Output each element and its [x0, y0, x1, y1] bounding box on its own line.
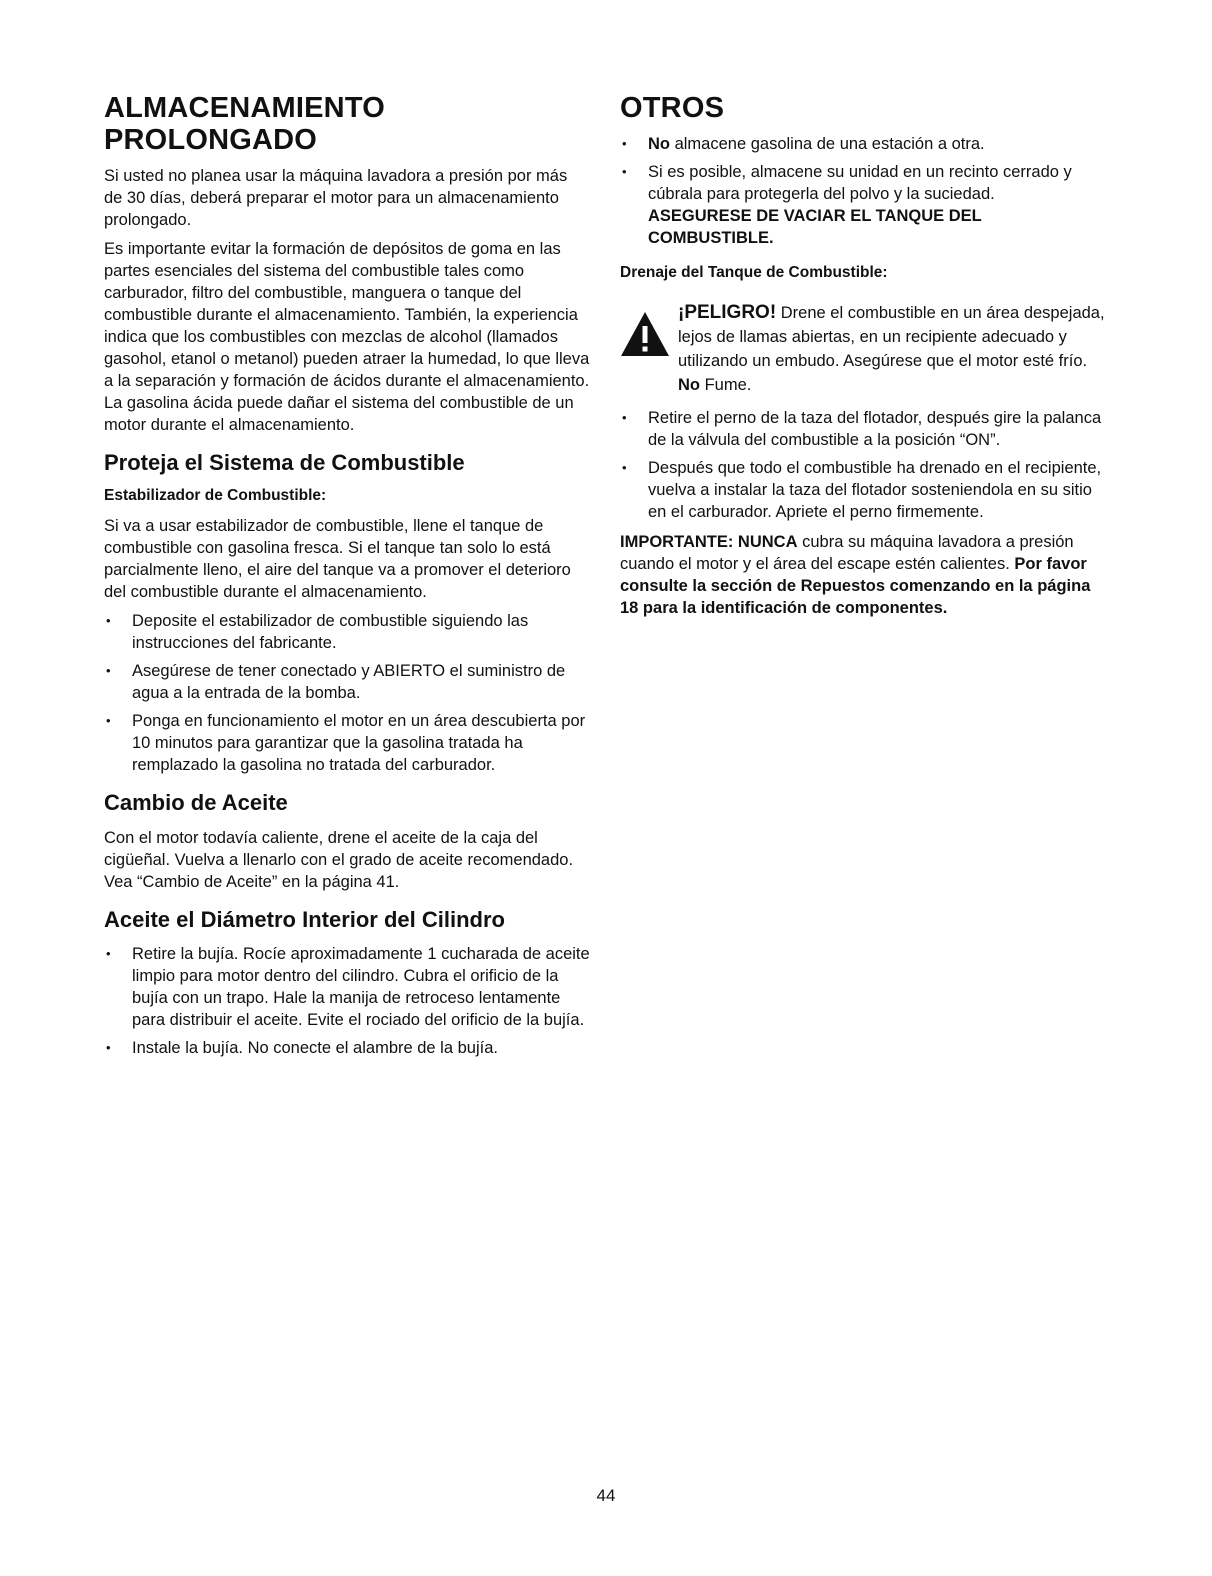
intro-paragraph-2: Es importante evitar la formación de depósitos de goma en las partes esenciales del sistema del combustible tales como carburador, filtro del combustible, manguera o tanque del combustible durante el almacenamiento. También, la experiencia indica que los combustibles con mezclas de alcohol (llamados gasohol, etanol o metanol) pueden atraer la humedad, lo que lleva a la separación y formación de ácidos durante el almacenamiento. La gasolina ácida puede dañar el sistema del combustible de un motor durante el almacenamiento. [104, 239, 590, 434]
list-item: • Después que todo el combustible ha drenado en el recipiente, vuelva a instalar la taza del flotador sosteniendola en su sitio en el carburador. Apriete el perno firmemente. [620, 457, 1108, 523]
list-item: • Retire el perno de la taza del flotador, después gire la palanca de la válvula del combustible a la posición “ON”. [620, 407, 1108, 451]
cylinder-list [104, 943, 590, 1059]
page-title-otros: OTROS [620, 92, 725, 124]
danger-text: Drene el combustible en un área despejada, lejos de llamas abiertas, en un recipiente adecuado y utilizando un embudo. Asegúrese que el motor esté frío. [678, 304, 1105, 371]
right-column [620, 93, 1108, 626]
page-number: 44 [596, 1486, 616, 1505]
danger-no: No [678, 376, 700, 395]
list-item [620, 133, 1108, 155]
left-column [104, 93, 590, 1065]
list-item: • Deposite el estabilizador de combustible siguiendo las instrucciones del fabricante. [104, 610, 590, 654]
drain-heading: Drenaje del Tanque de Combustible: [620, 263, 888, 281]
oil-change-heading: Cambio de Aceite [104, 790, 288, 816]
important-bold: Por favor consulte la sección de Repuestos comenzando en la página 18 para la identificación de componentes. [620, 555, 1091, 618]
danger-end: Fume. [700, 376, 752, 395]
fuel-stabilizer-list [104, 610, 590, 776]
warning-triangle-icon [620, 311, 670, 357]
important-note [620, 531, 1108, 619]
oil-change-paragraph: Con el motor todavía caliente, drene el aceite de la caja del cigüeñal. Vuelva a llenarlo con el grado de aceite recomendado. Vea “Cambio de Aceite” en la página 41. [104, 828, 574, 891]
otros-list [620, 133, 1108, 249]
bullet1-text: almacene gasolina de una estación a otra. [670, 134, 985, 153]
list-item: • Ponga en funcionamiento el motor en un área descubierta por 10 minutos para garantizar que la gasolina tratada ha remplazado la gasolina no tratada del carburador. [104, 710, 590, 776]
page-title-almacenamiento: ALMACENAMIENTO PROLONGADO [104, 92, 385, 156]
fuel-system-heading: Proteja el Sistema de Combustible [104, 449, 465, 475]
list-item: • Asegúrese de tener conectado y ABIERTO el suministro de agua a la entrada de la bomba. [104, 660, 590, 704]
list-item: • Retire la bujía. Rocíe aproximadamente 1 cucharada de aceite limpio para motor dentro del cilindro. Cubra el orificio de la bujía con un trapo. Hale la manija de retroceso lentamente para distribuir el aceite. Evite el rociado del orificio de la bujía. [104, 943, 590, 1031]
fuel-stabilizer-paragraph: Si va a usar estabilizador de combustible, llene el tanque de combustible con gasolina fresca. Si el tanque tan solo lo está parcialmente lleno, el aire del tanque va a promover el deterioro del combustible durante el almacenamiento. [104, 517, 571, 602]
empty-tank-warning: ASEGURESE DE VACIAR EL TANQUE DEL COMBUSTIBLE. [648, 206, 982, 247]
drain-list [620, 407, 1108, 523]
bullet2-text: Si es posible, almacene su unidad en un recinto cerrado y cúbrala para protegerla del polvo y la suciedad. [648, 162, 1072, 203]
danger-notice [620, 301, 1108, 397]
list-item [620, 161, 1108, 249]
cylinder-heading: Aceite el Diámetro Interior del Cilindro [104, 906, 505, 932]
list-item: • Instale la bujía. No conecte el alambre de la bujía. [104, 1037, 590, 1059]
important-label: IMPORTANTE: NUNCA [620, 533, 798, 552]
no-bold: No [648, 134, 670, 153]
fuel-stabilizer-subheading: Estabilizador de Combustible: [104, 487, 327, 505]
intro-paragraph-1: Si usted no planea usar la máquina lavadora a presión por más de 30 días, deberá preparar el motor para un almacenamiento prolongado. [104, 166, 568, 229]
danger-label: ¡PELIGRO! [678, 302, 777, 324]
important-text: cubra su máquina lavadora a presión cuando el motor y el área del escape estén calientes. [620, 533, 1074, 574]
